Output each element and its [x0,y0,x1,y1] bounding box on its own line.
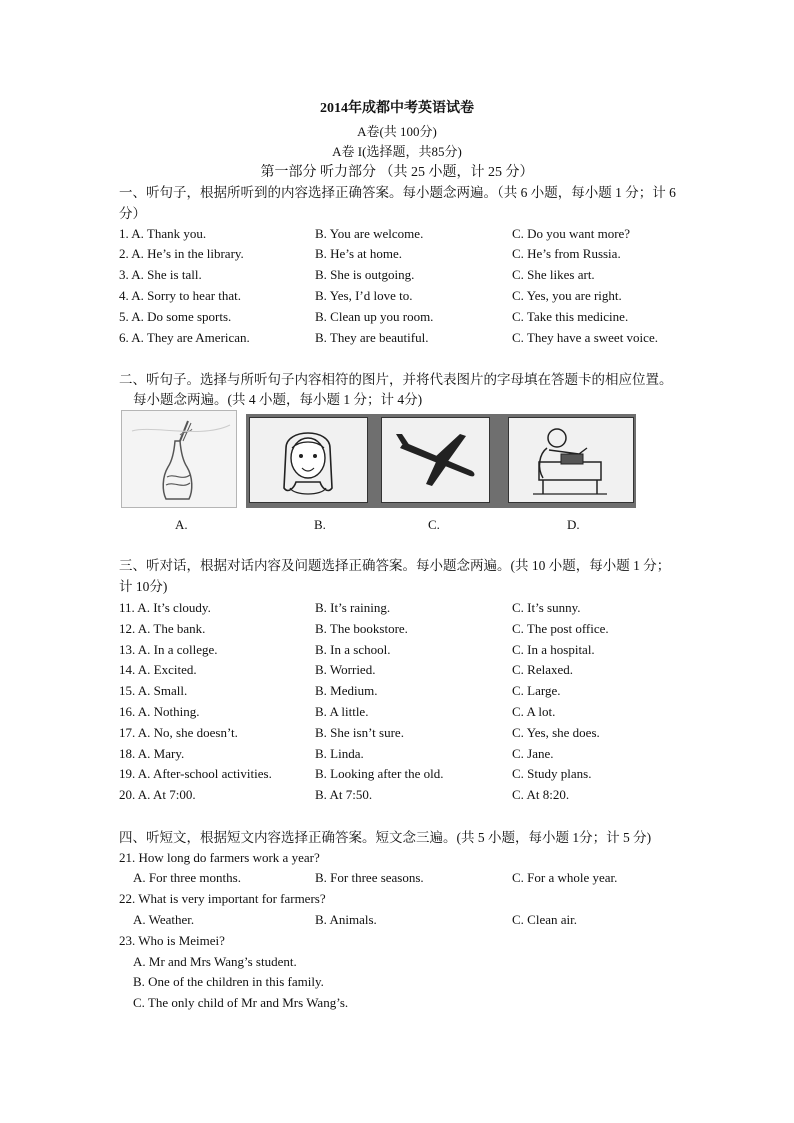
person-at-desk-icon [509,418,633,502]
option-a: 6. A. They are American. [119,330,250,345]
option-c: C. Do you want more? [512,226,631,241]
option-b: B. She isn’t sure. [315,725,404,740]
option-a: 3. A. She is tall. [119,267,202,282]
part3-instruction: 三、听对话，根据对话内容及问题选择正确答案。每小题念两遍。(共 10 小题，每小题 1 分；计 10分) [119,558,671,594]
picture-strip [246,414,636,508]
option-b: B. Clean up you room. [315,309,434,324]
option-b: B. Looking after the old. [315,766,444,781]
option-c: C. Yes, you are right. [512,288,622,303]
listening-part-heading: 第一部分 听力部分 （共 25 小题，计 25 分） [260,165,534,180]
option-c: C. The only child of Mr and Mrs Wang’s. [133,995,349,1010]
airplane-picture [381,417,490,503]
option-a: A. Weather. [133,912,195,927]
option-b: B. A little. [315,704,369,719]
option-b: B. He’s at home. [315,246,403,261]
option-a: 2. A. He’s in the library. [119,246,244,261]
option-c: C. A lot. [512,704,556,719]
cola-bottle-picture [121,410,237,508]
option-c: C. She likes art. [512,267,595,282]
paper-a-part1-subtitle: A卷 I(选择题，共85分) [332,144,462,159]
option-c: C. Yes, she does. [512,725,600,740]
option-a: 17. A. No, she doesn’t. [119,725,238,740]
option-c: C. They have a sweet voice. [512,330,658,345]
option-a: 20. A. At 7:00. [119,787,196,802]
option-b: B. One of the children in this family. [133,974,324,989]
option-a: A. For three months. [133,870,241,885]
picture-label-d: D. [567,517,580,532]
option-b: B. Linda. [315,746,364,761]
picture-label-a: A. [175,517,188,532]
airplane-icon [382,418,489,502]
question-text: 22. What is very important for farmers? [119,891,326,906]
option-b: B. Worried. [315,662,376,677]
option-c: C. For a whole year. [512,870,618,885]
girl-face-icon [250,418,367,502]
question-text: 21. How long do farmers work a year? [119,850,320,865]
girl-picture [249,417,368,503]
picture-label-c: C. [428,517,440,532]
option-b: B. Medium. [315,683,378,698]
question-text: 23. Who is Meimei? [119,933,225,948]
part1-instruction: 一、听句子，根据所听到的内容选择正确答案。每小题念两遍。（共 6 小题，每小题 1 分；计 6分） [119,185,676,221]
picture-label-b: B. [314,517,326,532]
option-a: 11. A. It’s cloudy. [119,600,211,615]
option-c: C. Take this medicine. [512,309,629,324]
option-b: B. For three seasons. [315,870,424,885]
option-a: 15. A. Small. [119,683,188,698]
option-a: 5. A. Do some sports. [119,309,232,324]
option-c: C. Jane. [512,746,554,761]
person-at-desk-picture [508,417,634,503]
option-c: C. The post office. [512,621,609,636]
option-c: C. He’s from Russia. [512,246,621,261]
option-a: 18. A. Mary. [119,746,185,761]
option-b: B. In a school. [315,642,391,657]
option-c: C. Clean air. [512,912,577,927]
paper-a-subtitle: A卷(共 100分) [357,124,437,139]
option-b: B. The bookstore. [315,621,408,636]
option-a: 14. A. Excited. [119,662,197,677]
option-a: 16. A. Nothing. [119,704,200,719]
option-a: 1. A. Thank you. [119,226,207,241]
bottle-icon [122,411,236,507]
option-a: A. Mr and Mrs Wang’s student. [133,954,297,969]
option-c: C. In a hospital. [512,642,595,657]
option-c: C. Large. [512,683,561,698]
option-b: B. At 7:50. [315,787,373,802]
option-b: B. You are welcome. [315,226,424,241]
option-c: C. It’s sunny. [512,600,581,615]
exam-title: 2014年成都中考英语试卷 [320,101,474,116]
option-b: B. It’s raining. [315,600,391,615]
option-a: 12. A. The bank. [119,621,206,636]
option-c: C. At 8:20. [512,787,570,802]
option-a: 4. A. Sorry to hear that. [119,288,242,303]
option-c: C. Study plans. [512,766,592,781]
part2-instruction-line2: 每小题念两遍。(共 4 小题，每小题 1 分；计 4分) [133,392,423,407]
option-a: 19. A. After-school activities. [119,766,272,781]
option-c: C. Relaxed. [512,662,574,677]
part4-instruction: 四、听短文，根据短文内容选择正确答案。短文念三遍。(共 5 小题，每小题 1分；计 5 分) [119,830,652,845]
option-b: B. Yes, I’d love to. [315,288,413,303]
option-b: B. They are beautiful. [315,330,429,345]
option-b: B. Animals. [315,912,377,927]
option-a: 13. A. In a college. [119,642,218,657]
option-b: B. She is outgoing. [315,267,415,282]
part2-instruction: 二、听句子。选择与所听句子内容相符的图片，并将代表图片的字母填在答题卡的相应位置。 [119,372,673,387]
